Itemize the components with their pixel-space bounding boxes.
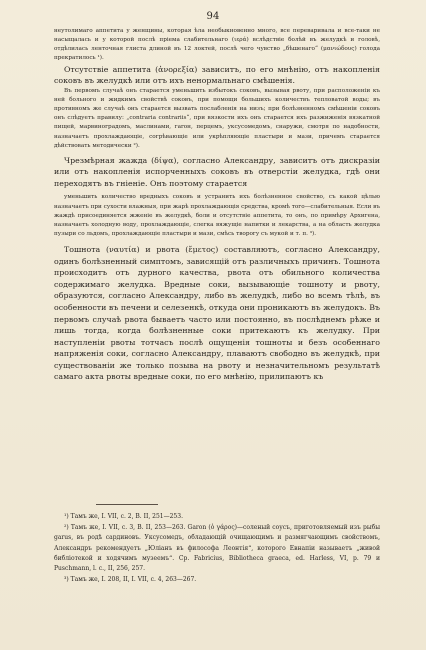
paragraph-appetite-case: неутолимаго аппетита у женщины, которая ѣла необыкновенно много, все переваривала и все-таки не насыщалась и у которой послѣ пріема слабительнаго (ιερά) вслѣдствіе болѣй въ желудкѣ и головѣ, отдѣлилась ленточная глиста длиной въ 12 локтей, послѣ чего чувство „бѣшенаго“ (μανιώδους) голода прекратилось ¹).	[54, 28, 380, 62]
paragraph-anorexia: Отсутствіе аппетита (ἀνορεξία) зависитъ, по его мнѣнію, отъ накопленія соковъ въ желудкѣ или отъ ихъ ненормальнаго смѣшенія.	[54, 64, 380, 86]
page-number: 94	[206, 11, 220, 22]
footnote-1: ¹) Тамъ же, I. VII, с. 2, В. II, 251—253.	[64, 513, 183, 520]
paragraph-thirst: Чрезмѣрная жажда (δίψα), согласно Александру, зависитъ отъ дискразіи или отъ накопленія испорченныхъ соковъ въ отверстіи желудка, гдѣ они переходятъ въ гніеніе. Онъ поэтому старается	[54, 155, 380, 188]
footnote-3: ³) Тамъ же, I. 208, II, I. VII, с. 4, 263—267.	[64, 576, 197, 584]
body-text	[54, 27, 380, 383]
footnote-2: ²) Тамъ же, I. VII, с. 3, В. II, 253—263. Garon (ὁ γάρος)—соленый соусъ, приготовляемый изъ рыбы garus, въ родѣ сардиновъ. Уксусомедъ, обладающій очищающимъ и размягчающимъ свойствомъ, Александръ рекомендуетъ „Юліанъ въ философа Леонтія“, которого Евнапіи называетъ „живой библіотекой и ходячимъ музеемъ“. Ср. Fabricius, Bibliotheca graeca, ed. Harless, VI, p. 79 и Puschmann, l. c., II, 256, 257.	[54, 524, 380, 573]
footnote-divider	[96, 504, 158, 505]
paragraph-thirst-treatment: уменьшить количество вредныхъ соковъ и устранить ихъ болѣзненное свойство, съ какой цѣлью назначаетъ при сухости влажныя, при жарѣ прохлаждающія средства, кромѣ того—слабительныя. Если въ жаждѣ присоединяется жженіе въ желудкѣ, боли и отсутствіе аппетита, то онъ, по примѣру Архигена, назначаетъ холодную воду, прохлаждающіе, слегка вяжущіе напитки и лекарства, а на область желудка пузыри со льдомъ, прохлаждающіе пластыри и мази, смѣсь творогу съ мукой и т. п. ³).	[54, 194, 380, 238]
paragraph-nausea-vomiting: Тошнота (ναυτία) и рвота (ἔμετος) составляютъ, согласно Александру, одинъ болѣзненный симптомъ, зависящій отъ различныхъ причинъ. Тошнота происходитъ отъ дурного качества, рвота отъ обильного количества содержимаго желудка. Вредные соки, вызывающіе тошноту и рвоту, образуются, согласно Александру, либо въ желудкѣ, либо во всемъ тѣлѣ, въ особенности въ печени и селезенкѣ, откуда они проникаютъ въ желудокъ. Въ первомъ случаѣ рвота бываетъ часто или постоянно, въ послѣднемъ рѣже и лишь тогда, когда болѣзненные соки притекаютъ къ желудку. При наступленіи рвоты тотчасъ послѣ ощущенія тошноты и безъ особеннаго напряженія соки, согласно Александру, плаваютъ свободно въ желудкѣ, при существованіи же только позыва на рвоту и незначительномъ результатѣ самаго акта рвоты вредные соки, по его мнѣнію, прилипаютъ къ	[54, 245, 380, 382]
footnotes	[54, 512, 380, 586]
paragraph-anorexia-treatment: Въ первомъ случаѣ онъ старается уменьшить избытокъ соковъ, вызывая рвоту, при расположеніи къ ней больного и жидкимъ свойствѣ соковъ, при помощи большихъ количествъ тепловатой воды; въ противномъ же случаѣ онъ старается вызвать послабленія на низъ; при болѣзненномъ смѣшеніи соковъ онъ слѣдуетъ правилу: „contraria contrariis“, при вязкости ихъ онъ старается ихъ разжиженія вязкатной пищей, марвиноградомъ, маслинами, гаrон, перцемъ, уксусомедомъ, снаружи, смотря по надобности, назначаетъ прохлаждающіе, согрѣвающіе или укрѣпляющіе пластыри и мази, причемъ старается дѣйствовать методически ²).	[54, 87, 380, 149]
